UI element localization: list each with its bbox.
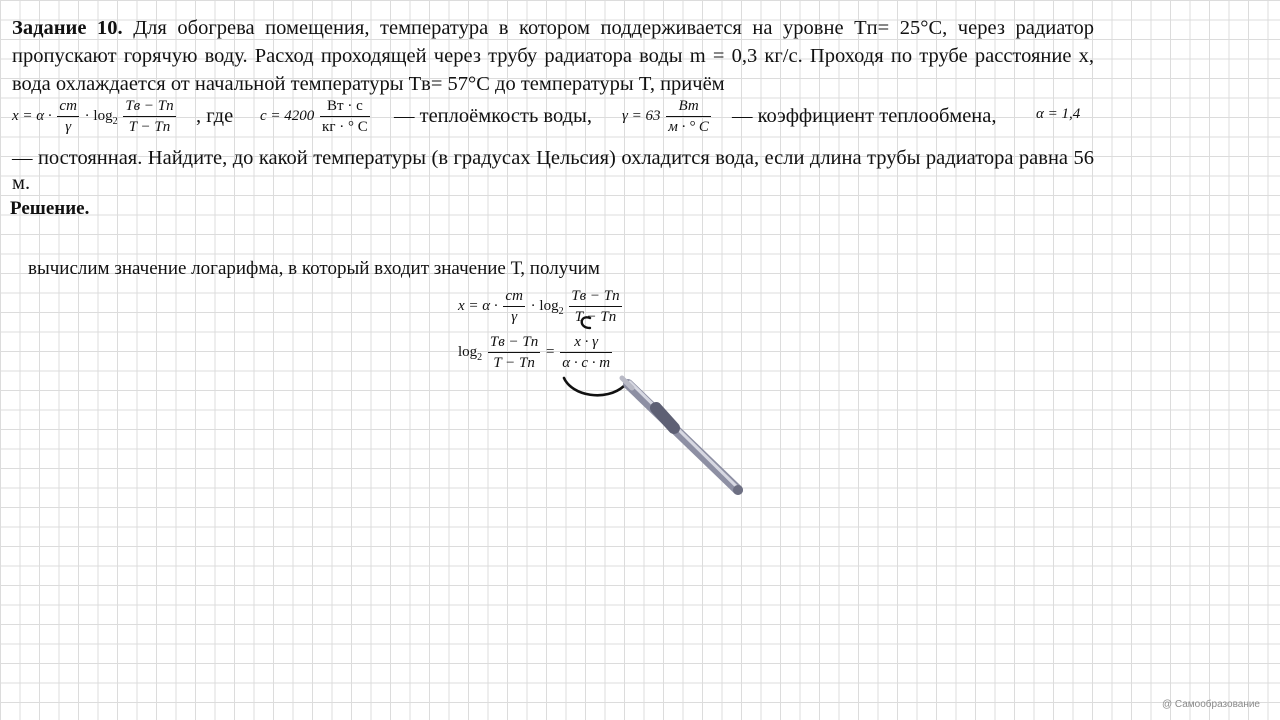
- formula-log: · log: [84, 107, 113, 124]
- eq2-log: log: [458, 343, 478, 360]
- formula-lhs: x = α ·: [12, 107, 52, 124]
- formula-log-den: T − Tп: [128, 119, 171, 135]
- eq1-log: · log: [530, 297, 559, 314]
- eq2-rhs-den: α · c · m: [562, 355, 611, 371]
- formula-line: [12, 96, 1094, 142]
- gamma-num: Вт: [666, 98, 711, 117]
- eq1-log-den: T − Tп: [574, 309, 617, 325]
- c-prefix: c = 4200: [260, 107, 315, 124]
- gamma-fraction: [666, 98, 711, 135]
- coef-text: — коэффициент теплообмена,: [732, 105, 997, 127]
- eq2-log-fraction: [488, 334, 540, 371]
- gamma-prefix: γ = 63: [622, 107, 661, 124]
- formula-den: γ: [65, 119, 72, 135]
- where-word: , где: [196, 105, 234, 127]
- gamma-den: м · ° C: [668, 119, 709, 135]
- eq1-num: cm: [503, 288, 525, 307]
- eq1-lhs: x = α ·: [458, 297, 498, 314]
- pen-annotation: [556, 312, 756, 512]
- pen-icon: [622, 378, 743, 495]
- task-text: Для обогрева помещения, температура в котором поддерживается на уровне Tп= 25°C, через радиатор пропускают горячую воду. Расход проходящей через трубу радиатора воды m = 0,3 кг/с. Проходя по трубе расстояние x, вода охлаждается от начальной температуры Tв= 57°C до температуры T, причём: [12, 17, 1094, 95]
- formula-log-fraction: [123, 98, 175, 135]
- c-fraction: [320, 98, 370, 135]
- eq2-log-den: T − Tп: [493, 355, 535, 371]
- eq1-den: γ: [511, 309, 518, 325]
- main-formula: [12, 98, 178, 135]
- eq2-equals: =: [546, 343, 555, 360]
- handwritten-underline-arc: [564, 378, 624, 395]
- eq2-log-base: 2: [477, 351, 483, 363]
- gamma-formula: [622, 98, 713, 135]
- solution-heading: Решение.: [10, 198, 90, 219]
- eq1-log-num: Tв − Tп: [569, 288, 621, 307]
- problem-statement: [12, 14, 1094, 98]
- eq1-log-base: 2: [558, 305, 564, 317]
- eq2-log-num: Tв − Tп: [488, 334, 540, 353]
- task-number: Задание 10.: [12, 17, 123, 39]
- formula-fraction: [57, 98, 79, 135]
- eq2-rhs-num: x · γ: [560, 334, 612, 353]
- heat-capacity-formula: [260, 98, 372, 135]
- heat-capacity-text: — теплоёмкость воды,: [394, 105, 592, 127]
- solution-text: вычислим значение логарифма, в который входит значение Т, получим: [28, 258, 600, 279]
- handwritten-circle-mark: [582, 317, 590, 328]
- alpha-value: α = 1,4: [1036, 106, 1081, 122]
- formula-log-base: 2: [112, 115, 118, 127]
- eq1-fraction: [503, 288, 525, 325]
- problem-tail: — постоянная. Найдите, до какой температуры (в градусах Цельсия) охладится вода, если длина трубы радиатора равна 56 м.: [12, 147, 1094, 194]
- formula-log-num: Tв − Tп: [123, 98, 175, 117]
- formula-num: cm: [57, 98, 79, 117]
- c-num: Вт · с: [320, 98, 370, 117]
- c-den: кг · ° C: [322, 119, 368, 135]
- watermark: @ Самообразование: [1161, 699, 1260, 710]
